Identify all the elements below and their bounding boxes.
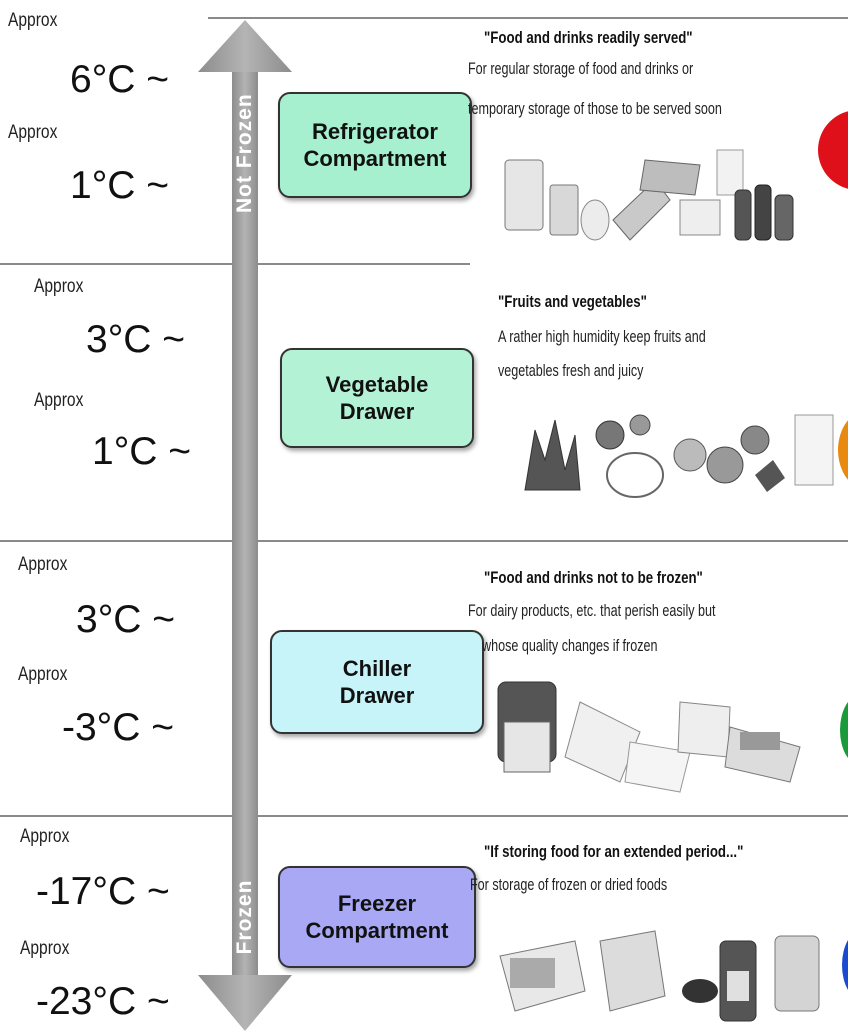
temp-low: 1°C ~ [92,430,192,473]
temp-high: 3°C ~ [86,318,186,361]
temp-low: -23°C ~ [36,980,170,1023]
section-quote: "Food and drinks readily served" [484,28,693,47]
status-dot [840,695,848,765]
arrow-label-frozen: Frozen [233,879,256,955]
name-line1: Chiller [342,656,412,681]
section-desc-line2: vegetables fresh and juicy [498,361,644,380]
fruits-and-vegetables-icon [515,400,835,505]
temp-high: -17°C ~ [36,870,170,913]
section-divider-3 [0,815,848,817]
name-line2: Compartment [305,918,449,943]
section-quote: "If storing food for an extended period..." [484,842,744,861]
section-quote: "Food and drinks not to be frozen" [484,568,703,587]
section-desc-line1: A rather high humidity keep fruits and [498,327,706,346]
compartment-label-freezer [278,866,476,968]
name-line2: Drawer [339,399,415,424]
status-dot [842,930,848,1000]
temp-high: 6°C ~ [70,58,170,101]
name-line2: Compartment [303,146,447,171]
bottles-and-food-packs-icon [495,140,815,255]
arrow-head-down [198,975,292,1031]
frozen-food-packs-icon [495,916,835,1026]
compartment-label-refrigerator [278,92,472,198]
temp-low: -3°C ~ [62,706,175,749]
section-divider-2 [0,540,848,542]
approx-label: Approx [34,390,84,411]
section-desc-line2: whose quality changes if frozen [482,636,658,655]
status-dot [818,110,848,190]
temp-high: 3°C ~ [76,598,176,641]
approx-label: Approx [18,554,68,575]
approx-label: Approx [8,122,58,143]
arrow-label-not-frozen: Not Frozen [233,93,256,213]
top-rule [208,17,848,19]
approx-label: Approx [34,276,84,297]
approx-label: Approx [8,10,58,31]
approx-label: Approx [18,664,68,685]
section-desc-line1: For dairy products, etc. that perish easily but [468,601,716,620]
compartment-label-chiller [270,630,484,734]
compartment-label-vegetable [280,348,474,448]
approx-label: Approx [20,938,70,959]
temp-low: 1°C ~ [70,164,170,207]
section-desc-line2: temporary storage of those to be served soon [468,99,722,118]
name-line1: Freezer [337,891,417,916]
status-dot [838,410,848,490]
name-line2: Drawer [339,683,415,708]
section-quote: "Fruits and vegetables" [498,292,647,311]
section-desc-line1: For regular storage of food and drinks or [468,59,694,78]
name-line1: Refrigerator [312,119,438,144]
dairy-products-icon [490,672,830,802]
approx-label: Approx [20,826,70,847]
name-line1: Vegetable [325,372,429,397]
section-desc-line1: For storage of frozen or dried foods [470,875,668,894]
